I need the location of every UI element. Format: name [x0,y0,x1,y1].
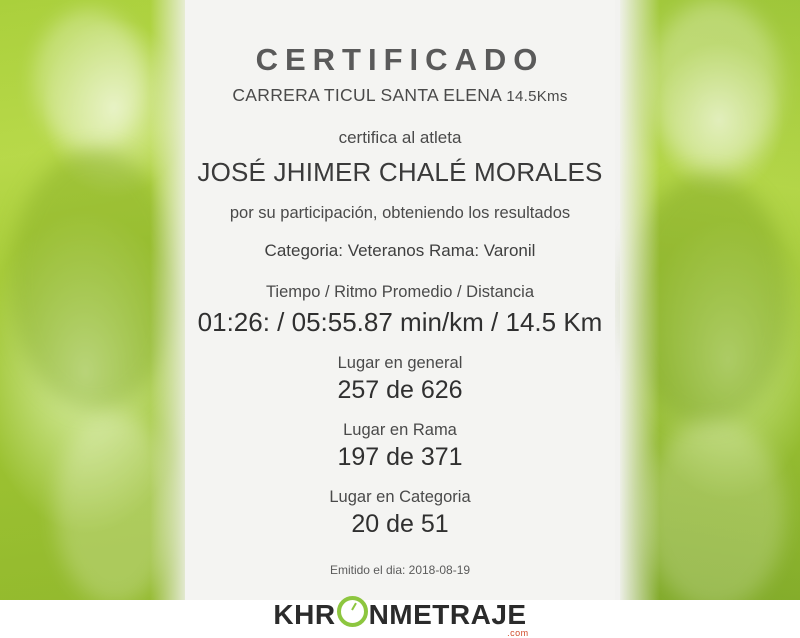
result-value: 20 de 51 [351,510,449,538]
race-distance: 14.5Kms [506,88,568,105]
race-name [185,85,615,106]
result-value: 257 de 626 [337,376,463,404]
photo-shape [55,415,175,605]
photo-shape [645,420,785,610]
khronometraje-logo [273,593,529,638]
photo-shape [10,150,180,410]
logo-domain: .com [507,628,529,638]
certifies-line: certifica al atleta [338,128,462,147]
stopwatch-icon [337,596,368,627]
runner-photo-right [620,0,800,600]
page-title: CERTIFICADO [255,42,545,77]
result-rama [185,421,615,472]
result-value: 197 de 371 [337,443,463,471]
logo-text-part1: KHR [273,599,336,630]
metrics-value: 01:26: / 05:55.87 min/km / 14.5 Km [197,307,603,337]
issued-date: Emitido el dia: 2018-08-19 [329,563,471,577]
certificate-content [185,0,615,638]
participation-line: por su participación, obteniendo los resultados [229,204,571,222]
result-label: Lugar en Rama [343,421,457,439]
race-name-text: CARRERA TICUL SANTA ELENA [232,85,502,105]
photo-shape [650,0,780,170]
category-line: Categoria: Veteranos Rama: Varonil [264,241,536,260]
photo-shape [625,175,790,425]
logo-text-part2: N [368,599,390,630]
metrics-label: Tiempo / Ritmo Promedio / Distancia [265,283,535,301]
runner-photo-left [0,0,190,600]
result-categoria [185,488,615,539]
athlete-name: JOSÉ JHIMER CHALÉ MORALES [197,157,603,187]
result-label: Lugar en general [337,354,463,372]
logo-text-part3: METRAJE [389,599,527,630]
photo-shape [35,10,145,150]
result-label: Lugar en Categoria [329,488,471,506]
result-general [185,354,615,405]
